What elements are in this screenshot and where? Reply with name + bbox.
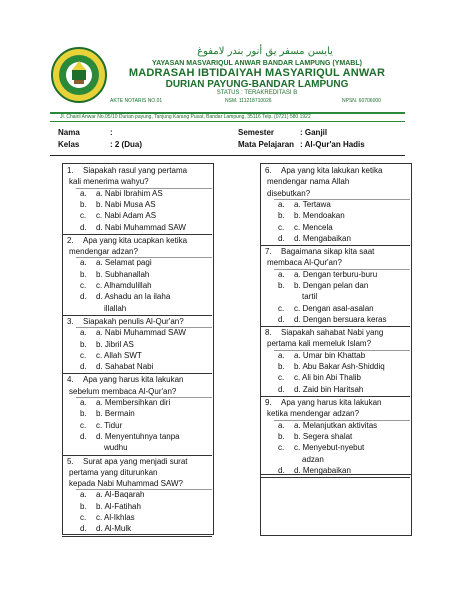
question-text: sebelum membaca Al-Qur'an? [69,386,177,396]
question [67,374,209,397]
option-text: c. Tidur [96,420,123,430]
question-number: 1. [67,166,74,175]
question-text: kali menerima wahyu? [69,177,149,187]
option-text: wudhu [104,443,128,453]
foundation-name: YAYASAN MASVARIQUL ANWAR BANDAR LAMPUNG (YMABL) [152,60,362,67]
option-letter: c. [80,281,87,290]
option-text: c. Ali bin Abi Thalib [294,373,362,383]
question-number: 4. [67,375,74,385]
nsm-number: NSM. 111218710026 [225,98,272,104]
registration-bar [110,98,406,105]
question-text: Apa yang kita ucapkan ketika [83,235,188,245]
option-text: c. Dengan asal-asalan [294,303,374,313]
option-letter: c. [278,303,285,313]
option-text: b. Mendoakan [294,211,345,221]
question-text: mendengar adzan? [69,247,138,257]
option-letter: a. [80,188,87,198]
option-text: a. Tertawa [294,199,331,209]
question [265,165,407,199]
question-number: 6. [265,166,272,175]
question [67,235,209,258]
question-number: 9. [265,398,272,407]
question-text: Apa yang harus kita lakukan [281,398,382,407]
option-text: d. Al-Mulk [96,524,132,534]
option-letter: c. [80,211,87,221]
nama-value: : [110,128,113,137]
question-separator [62,536,212,537]
option-text: illallah [104,303,127,313]
option-text: b. Jibril AS [96,339,134,349]
option-text: a. Umar bin Khattab [294,350,366,360]
option-text: adzan [302,454,324,464]
question [265,327,407,350]
akte-notaris: AKTE NOTARIS NO.01 [110,98,163,104]
option-letter: c. [278,373,285,383]
info-divider [50,155,405,156]
question [67,456,209,490]
question-text: ketika mendengar adzan? [267,409,360,419]
option-letter: a. [278,199,285,209]
question-text: Bagaimana sikap kita saat [281,247,375,257]
option-letter: b. [80,501,87,511]
option-text: tartil [302,292,318,302]
semester-value: : Ganjil [300,128,328,137]
question-text: disebutkan? [267,188,311,198]
npsn-number: NPSN. 60706000 [342,98,381,104]
option-letter: b. [80,199,87,209]
option-text: d. Dengan bersuara keras [294,314,387,324]
option-letter: a. [278,269,285,279]
option-letter: a. [278,420,285,430]
option-text: b. Abu Bakar Ash-Shiddiq [294,362,385,372]
option-text: b. Subhanallah [96,269,150,279]
option-letter: a. [80,490,87,500]
option-text: c. Al-Ikhlas [96,513,135,522]
option-letter: a. [278,350,285,360]
option-text: a. Nabi Ibrahim AS [96,188,163,198]
semester-label: Semester [238,128,275,137]
question-text: pertama yang diturunkan [69,467,158,477]
question-text: Siapakah rasul yang pertama [83,166,188,175]
question-text: membaca Al-Qur'an? [267,258,342,268]
option-text: a. Al-Baqarah [96,490,145,500]
option-text: c. Mencela [294,222,333,232]
option-letter: c. [80,350,87,360]
question-number: 7. [265,247,272,257]
option-text: b. Segera shalat [294,431,353,441]
option-letter: b. [80,409,87,419]
question-text: kepada Nabi Muhammad SAW? [69,479,183,489]
option-letter: b. [278,211,285,221]
option-letter: c. [278,222,285,232]
option-text: d. Sahabat Nabi [96,362,154,372]
option-text: b. Nabi Musa AS [96,199,156,209]
question-text: Siapakah sahabat Nabi yang [281,328,384,338]
option-letter: a. [80,258,87,268]
school-name: MADRASAH IBTIDAIYAH MASYARIQUL ANWAR [128,67,386,79]
option-letter: d. [80,362,87,372]
option-letter: a. [80,328,87,338]
option-text: a. Melanjutkan aktivitas [294,420,378,430]
school-address: Jl. Chairil Anwar No.05/10 Durian payung, Tanjung Karang Pusat, Bandar Lampung, 35116 Telp. (0721) 580 1922 [60,114,311,120]
option-letter: d. [278,465,285,475]
option-letter: d. [80,524,87,534]
question-text: mendengar nama Allah [267,177,350,187]
option-text: c. Nabi Adam AS [96,211,157,221]
school-logo [50,46,108,104]
option-text: d. Zaid bin Haritsah [294,384,364,394]
letterhead [50,46,400,112]
option-text: b. Bermain [96,409,135,419]
empty-answer-box [260,474,412,536]
question-number: 3. [67,316,74,326]
question [265,397,407,420]
option-text: b. Dengan pelan dan [294,281,369,290]
option-letter: b. [278,431,285,441]
question [67,316,209,327]
option-letter: b. [278,281,285,290]
option-text: a. Dengan terburu-buru [294,269,378,279]
question-text: Apa yang kita lakukan ketika [281,166,383,175]
option-letter: c. [80,420,87,430]
option-text: d. Mengabaikan [294,465,351,475]
question-text: pertama kali memeluk Islam? [267,339,372,349]
option-text: d. Nabi Muhammad SAW [96,222,186,232]
option-text: d. Menyentuhnya tanpa [96,431,180,441]
option-text: d. Mengabaikan [294,233,351,243]
question-text: Apa yang harus kita lakukan [83,375,184,385]
option-text: c. Menyebut-nyebut [294,443,365,453]
option-text: b. Al-Fatihah [96,501,141,511]
mapel-label: Mata Pelajaran [238,140,295,149]
question-text: Siapakah penulis Al-Qur'an? [83,316,184,326]
option-letter: b. [278,362,285,372]
option-letter: b. [80,339,87,349]
mapel-value: : Al-Qur'an Hadis [300,140,365,149]
kelas-label: Kelas [58,140,80,149]
question-separator [260,477,410,478]
option-letter: d. [80,222,87,232]
accreditation-status: STATUS : TERAKREDITASI B [216,90,298,96]
option-letter: d. [278,233,285,243]
option-letter: d. [278,384,285,394]
option-text: a. Membersihkan diri [96,398,171,407]
option-letter: a. [80,398,87,407]
arabic-banner: ﻳﺎﻳﺴﻦ ﻣﺴﻔﺮ ﻳﻖ ﺃﻧﻮﺭ ﺑﻨﺪﺭ ﻻﻣﻔﻮﻍ [197,46,333,57]
header-rule-thin [50,121,405,122]
option-letter: b. [80,269,87,279]
option-text: a. Selamat pagi [96,258,152,268]
kelas-value: : 2 (Dua) [110,140,142,149]
option-letter: d. [278,314,285,324]
option-text: c. Alhamdulillah [96,281,152,290]
question-number: 5. [67,456,74,466]
question-text: Surat apa yang menjadi surat [83,456,188,466]
option-letter: c. [278,443,285,453]
option-letter: d. [80,292,87,302]
option-text: d. Ashadu an la ilaha [96,292,171,302]
nama-label: Nama [58,128,80,137]
question-number: 2. [67,235,74,245]
option-text: a. Nabi Muhammad SAW [96,328,186,338]
option-letter: d. [80,431,87,441]
option-letter: c. [80,513,87,522]
question [265,246,407,269]
question-number: 8. [265,328,272,338]
school-location: DURIAN PAYUNG-BANDAR LAMPUNG [165,79,349,90]
option-text: c. Allah SWT [96,350,142,360]
question [67,165,209,188]
